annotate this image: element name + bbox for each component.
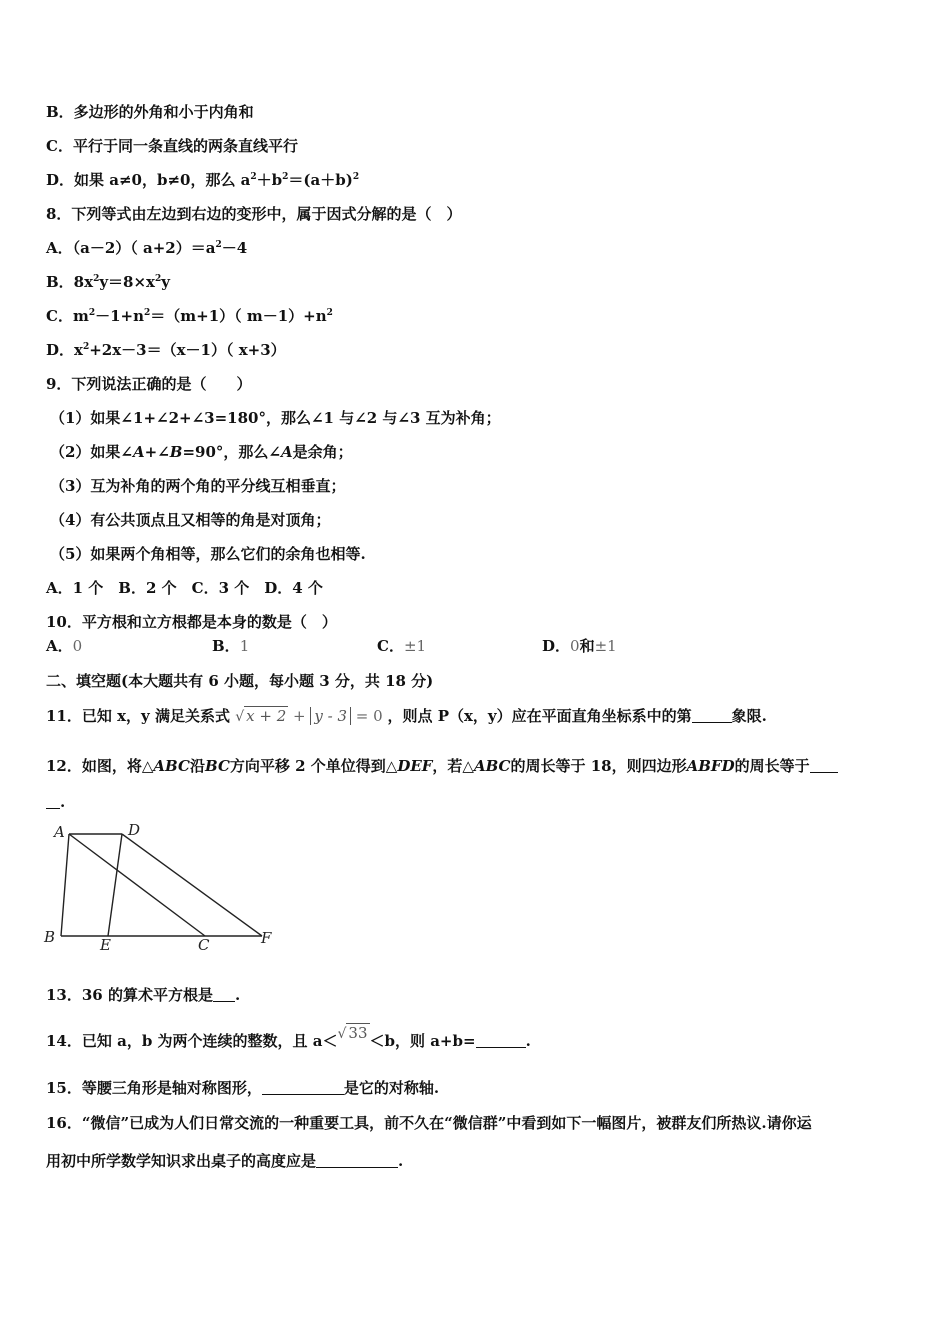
segment-DE	[108, 834, 122, 936]
q9-statement-3: （3）互为补角的两个角的平分线互相垂直；	[50, 477, 346, 495]
label-D: D	[128, 821, 141, 839]
q7-option-d: D．如果 a≠0，b≠0，那么 $a^2+b^2=(a+b)^2$	[46, 171, 360, 189]
q12-line-2: .	[46, 792, 65, 812]
q8-option-d: D．$x^2+2x-3=(x-1)$（ x+3）	[46, 341, 286, 359]
q7-option-c: C．平行于同一条直线的两条直线平行	[46, 137, 298, 155]
label-A: A	[54, 823, 65, 841]
label-E: E	[100, 936, 111, 952]
q9-statement-4: （4）有公共顶点且又相等的角是对顶角；	[50, 511, 331, 529]
q14: 14．已知 a，b 为两个连续的整数，且 a＜√ 33 ＜b，则 a+b= .	[46, 1024, 531, 1050]
q10-option-c: C．±1	[377, 637, 427, 655]
q12-blank	[810, 758, 838, 773]
q13: 13．36 的算术平方根是 .	[46, 986, 241, 1004]
q13-blank	[213, 987, 235, 1002]
label-C: C	[198, 936, 210, 952]
q10-option-b: B．1	[212, 637, 250, 655]
segment-AB	[61, 834, 69, 936]
q9-statement-5: （5）如果两个角相等，那么它们的余角也相等.	[50, 545, 366, 563]
q8-stem: 8．下列等式由左边到右边的变形中，属于因式分解的是（ ）	[46, 205, 462, 223]
q16-line-2: 用初中所学数学知识求出桌子的高度应是 .	[46, 1152, 404, 1170]
translation-figure	[40, 818, 280, 952]
label-F: F	[261, 929, 272, 947]
q12-line-1: 12．如图，将△ABC沿BC方向平移 2 个单位得到△DEF，若△ABC的周长等于 18，则四边形ABFD的周长等于	[46, 756, 838, 776]
q14-blank	[476, 1033, 526, 1048]
q8-option-b: B．$8x^2y=8\times x^2y$	[46, 273, 170, 291]
q10-option-a: A．0	[46, 637, 83, 655]
q11: 11．已知 x，y 满足关系式 √ x + 2 + y - 3 = 0 ，则点 P（x，y）应在平面直角坐标系中的第 象限.	[46, 707, 767, 725]
q11-blank	[692, 708, 732, 723]
q9-stem: 9．下列说法正确的是（ ）	[46, 375, 252, 393]
q9-options: A．1 个 B．2 个 C．3 个 D．4 个	[46, 579, 323, 597]
q16-blank	[316, 1153, 398, 1168]
q10-stem: 10．平方根和立方根都是本身的数是（ ）	[46, 613, 337, 631]
q10-options	[46, 636, 926, 656]
q9-statement-1: （1）如果∠1+∠2+∠3=180°，那么∠1 与∠2 与∠3 互为补角；	[50, 409, 501, 427]
q16-line-1: 16．“微信”已成为人们日常交流的一种重要工具，前不久在“微信群”中看到如下一幅图片，被群友们所热议.请你运	[46, 1114, 812, 1132]
q15: 15．等腰三角形是轴对称图形， 是它的对称轴.	[46, 1079, 440, 1097]
q10-option-d: D．0和±1	[542, 637, 617, 655]
q8-option-c: C．$m^2-1+n^2=(m+1)$（ $m-1)+n^2$	[46, 307, 333, 325]
segment-AC	[69, 834, 205, 936]
q15-blank	[262, 1080, 344, 1095]
q9-statement-2: （2）如果∠A+∠B=90°，那么∠A是余角；	[50, 443, 353, 461]
q11-formula: √ x + 2 + y - 3 = 0	[235, 707, 383, 725]
q8-option-a: A．（a－2）（ $a+2)=a^2-4$	[46, 239, 248, 257]
q12-blank-cont	[46, 794, 60, 809]
section-2-heading: 二、填空题(本大题共有 6 小题，每小题 3 分，共 18 分)	[46, 672, 434, 690]
segment-DF	[122, 834, 262, 936]
q7-option-b: B．多边形的外角和小于内角和	[46, 103, 254, 121]
label-B: B	[44, 928, 56, 946]
